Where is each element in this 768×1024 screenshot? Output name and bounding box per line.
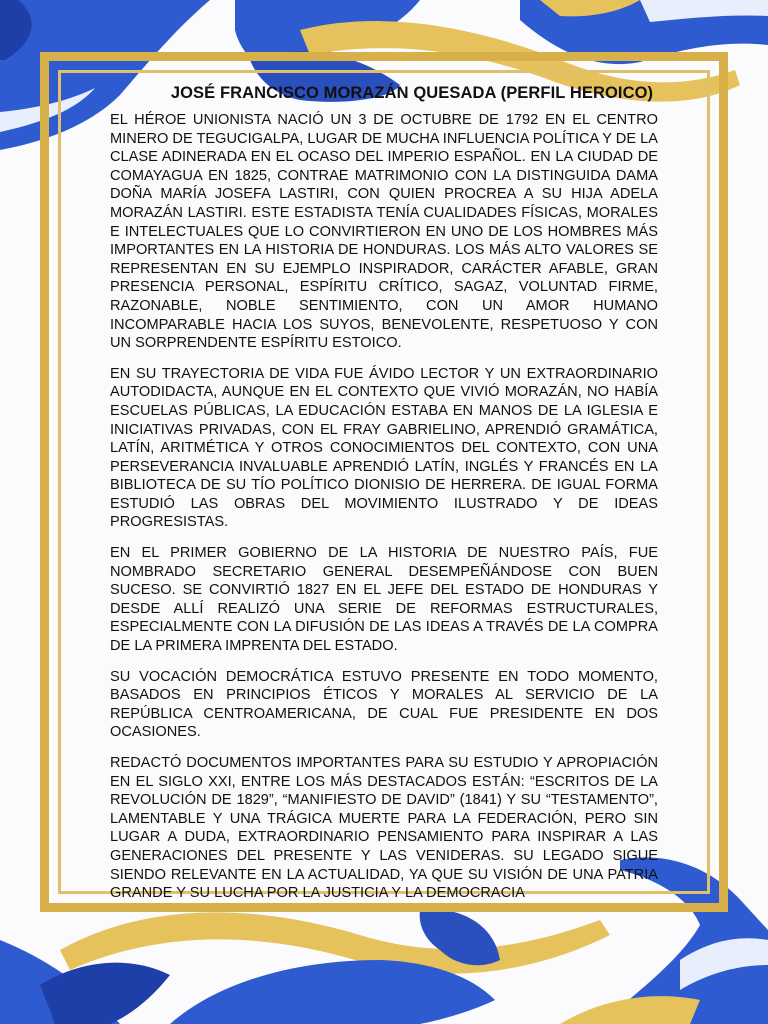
paragraph-1: EL HÉROE UNIONISTA NACIÓ UN 3 DE OCTUBRE DE 1792 EN EL CENTRO MINERO DE TEGUCIGALPA, LUGAR DE MUCHA INFLUENCIA POLÍTICA Y DE LA CLASE ADINERADA EN EL OCASO DEL IMPERIO ESPAÑOL. EN LA CIUDAD DE COMAYAGUA EN 1825, CONTRAE MATRIMONIO CON LA DISTINGUIDA DAMA DOÑA MARÍA JOSEFA LASTIRI, CON QUIEN PROCREA A SU HIJA ADELA MORAZÁN LASTIRI. ESTE ESTADISTA TENÍA CUALIDADES FÍSICAS, MORALES E INTELECTUALES QUE LO CONVIRTIERON EN UNO DE LOS HOMBRES MÁS IMPORTANTES EN LA HISTORIA DE HONDURAS. LOS MÁS ALTO VALORES SE REPRESENTAN EN SU EJEMPLO INSPIRADOR, CARÁCTER AFABLE, GRAN PRESENCIA PERSONAL, ESPÍRITU CRÍTICO, SAGAZ, VOLUNTAD FIRME, RAZONABLE, NOBLE SENTIMIENTO, CON UN AMOR HUMANO INCOMPARABLE HACIA LOS SUYOS, BENEVOLENTE, RESPETUOSO Y CON UN SORPRENDENTE ESPÍRITU ESTOICO. bbox=[110, 112, 658, 352]
document-body bbox=[110, 84, 658, 915]
paragraph-3: EN EL PRIMER GOBIERNO DE LA HISTORIA DE NUESTRO PAÍS, FUE NOMBRADO SECRETARIO GENERAL DESEMPEÑÁNDOSE CON BUEN SUCESO. SE CONVIRTIÓ 1827 EN EL JEFE DEL ESTADO DE HONDURAS Y DESDE ALLÍ REALIZÓ UNA SERIE DE REFORMAS ESTRUCTURALES, ESPECIALMENTE CON LA DIFUSIÓN DE LAS IDEAS A TRAVÉS DE LA COMPRA DE LA PRIMERA IMPRENTA DEL ESTADO. bbox=[110, 545, 658, 655]
paragraph-2: EN SU TRAYECTORIA DE VIDA FUE ÁVIDO LECTOR Y UN EXTRAORDINARIO AUTODIDACTA, AUNQUE EN EL CONTEXTO QUE VIVIÓ MORAZÁN, NO HABÍA ESCUELAS PÚBLICAS, LA EDUCACIÓN ESTABA EN MANOS DE LA IGLESIA E INICIATIVAS PRIVADAS, CON EL FRAY GABRIELINO, APRENDIÓ GRAMÁTICA, LATÍN, ARITMÉTICA Y OTROS CONOCIMIENTOS DEL CONTEXTO, CON UNA PERSEVERANCIA INVALUABLE APRENDIÓ LATÍN, INGLÉS Y FRANCÉS EN LA BIBLIOTECA DE SU TÍO POLÍTICO DIONISIO DE HERRERA. DE IGUAL FORMA ESTUDIÓ LAS OBRAS DEL MOVIMIENTO ILUSTRADO Y DE IDEAS PROGRESISTAS. bbox=[110, 365, 658, 531]
paragraph-5: REDACTÓ DOCUMENTOS IMPORTANTES PARA SU ESTUDIO Y APROPIACIÓN EN EL SIGLO XXI, ENTRE LOS MÁS DESTACADOS ESTÁN: “ESCRITOS DE LA REVOLUCIÓN DE 1829”, “MANIFIESTO DE DAVID” (1841) Y SU “TESTAMENTO”, LAMENTABLE Y UNA TRÁGICA MUERTE PARA LA FEDERACIÓN, PERO SIN LUGAR A DUDA, EXTRAORDINARIO PENSAMIENTO PARA INSPIRAR A LAS GENERACIONES DEL PRESENTE Y LAS VENIDERAS. SU LEGADO SIGUE SIENDO RELEVANTE EN LA ACTUALIDAD, YA QUE SU VISIÓN DE UNA PATRIA GRANDE Y SU LUCHA POR LA JUSTICIA Y LA DEMOCRACIA bbox=[110, 755, 658, 902]
page-title: JOSÉ FRANCISCO MORAZÁN QUESADA (PERFIL HEROICO) bbox=[170, 84, 654, 102]
ribbon-bottom-right-gold bbox=[560, 996, 700, 1024]
paragraph-4: SU VOCACIÓN DEMOCRÁTICA ESTUVO PRESENTE EN TODO MOMENTO, BASADOS EN PRINCIPIOS ÉTICOS Y MORALES AL SERVICIO DE LA REPÚBLICA CENTROAMERICANA, DE CUAL FUE PRESIDENTE EN DOS OCASIONES. bbox=[110, 668, 658, 741]
